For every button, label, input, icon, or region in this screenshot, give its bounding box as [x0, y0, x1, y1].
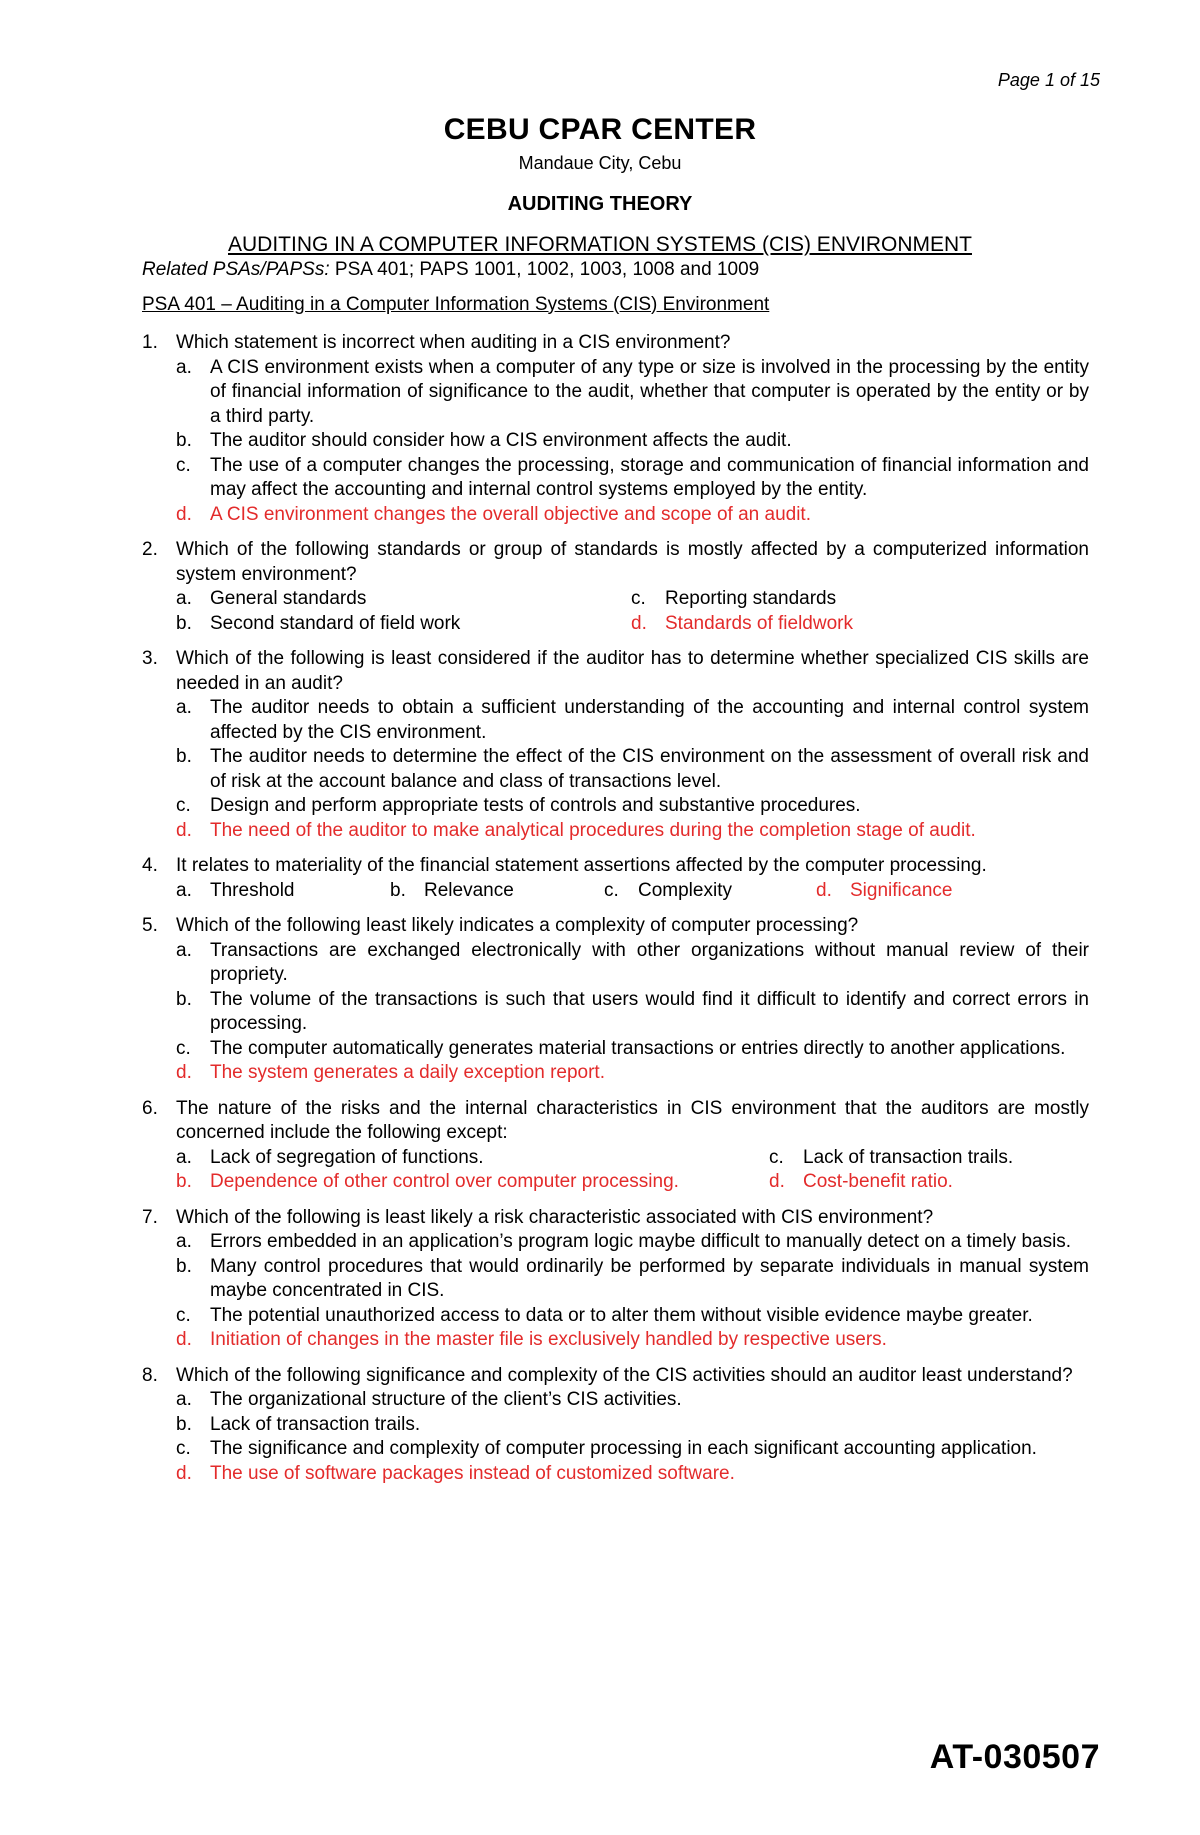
option-a — [176, 1230, 1089, 1255]
option-text: The volume of the transactions is such that users would find it difficult to identify and correct errors in processing. — [210, 988, 1089, 1034]
question-text: The nature of the risks and the internal characteristics in CIS environment that the auditors are mostly concerned include the following except: — [176, 1097, 1089, 1143]
question-5 — [142, 914, 1089, 1086]
option-text: Significance — [850, 879, 953, 901]
question-number: 2. — [142, 539, 158, 560]
option-text: Complexity — [638, 879, 732, 901]
option-b — [390, 879, 604, 904]
related-label: Related PSAs/PAPSs: — [142, 259, 330, 280]
options-list — [176, 1230, 1089, 1353]
option-letter: d. — [176, 1329, 192, 1350]
option-text: A CIS environment exists when a computer of any type or size is involved in the processing by the entity of financial information of significance to the audit, whether that computer is operated by the entity or by a third party. — [210, 356, 1089, 427]
question-7 — [142, 1206, 1089, 1353]
question-number: 5. — [142, 915, 158, 936]
option-text: Transactions are exchanged electronically with other organizations without manual review of their propriety. — [210, 939, 1089, 985]
option-letter: c. — [176, 795, 191, 816]
option-text: Cost-benefit ratio. — [803, 1171, 953, 1192]
option-c — [176, 794, 1089, 819]
question-1 — [142, 331, 1089, 527]
option-text: A CIS environment changes the overall objective and scope of an audit. — [210, 503, 811, 525]
option-text: The system generates a daily exception report. — [210, 1062, 605, 1083]
option-letter: b. — [176, 612, 192, 634]
option-d-correct-answer — [631, 612, 1089, 637]
option-b — [176, 612, 631, 637]
question-number: 6. — [142, 1097, 158, 1119]
options-grid — [176, 1146, 1089, 1195]
option-text: The use of a computer changes the processing, storage and communication of financial information and may affect the accounting and internal control systems employed by the entity. — [210, 454, 1089, 500]
option-d-correct-answer — [816, 879, 1089, 904]
option-text: Standards of fieldwork — [665, 612, 853, 634]
document-header — [0, 112, 1200, 258]
options-grid — [176, 879, 1089, 904]
option-d-correct-answer — [176, 503, 1089, 528]
document-body — [142, 258, 1089, 1486]
option-letter: d. — [176, 1462, 192, 1484]
option-letter: c. — [604, 879, 619, 901]
option-d-correct-answer — [176, 1328, 1089, 1353]
question-number: 3. — [142, 648, 158, 669]
option-text: Many control procedures that would ordinarily be performed by separate individuals in manual system maybe concentrated in CIS. — [210, 1255, 1089, 1301]
topic-title: AUDITING IN A COMPUTER INFORMATION SYSTEMS (CIS) ENVIRONMENT — [228, 233, 972, 256]
option-b — [176, 1255, 1089, 1304]
option-text: The computer automatically generates material transactions or entries directly to another applications. — [210, 1037, 1066, 1059]
option-letter: a. — [176, 588, 192, 609]
question-8 — [142, 1364, 1089, 1487]
option-letter: b. — [176, 746, 192, 767]
option-text: Initiation of changes in the master file is exclusively handled by respective users. — [210, 1329, 887, 1350]
option-a — [176, 696, 1089, 745]
page-number: Page 1 of 15 — [997, 70, 1100, 90]
question-3 — [142, 647, 1089, 843]
option-text: Lack of transaction trails. — [803, 1146, 1014, 1168]
option-a — [176, 1146, 769, 1171]
option-text: The potential unauthorized access to data or to alter them without visible evidence maybe greater. — [210, 1304, 1033, 1326]
option-text: The auditor should consider how a CIS environment affects the audit. — [210, 430, 792, 451]
option-b — [176, 988, 1089, 1037]
option-text: Dependence of other control over computer processing. — [210, 1171, 679, 1192]
subject-title: AUDITING THEORY — [507, 193, 693, 215]
options-list — [176, 1388, 1089, 1486]
question-text: Which of the following is least likely a risk characteristic associated with CIS environment? — [176, 1206, 934, 1228]
question-text: It relates to materiality of the financial statement assertions affected by the computer processing. — [176, 855, 987, 876]
options-list — [176, 356, 1089, 528]
option-text: The need of the auditor to make analytical procedures during the completion stage of audit. — [210, 819, 976, 841]
option-letter: a. — [176, 879, 192, 901]
option-c — [176, 1437, 1089, 1462]
option-text: Lack of transaction trails. — [210, 1413, 421, 1435]
option-letter: c. — [769, 1146, 784, 1168]
option-text: The auditor needs to obtain a sufficient understanding of the accounting and internal control system affected by the CIS environment. — [210, 697, 1089, 743]
option-letter: a. — [176, 356, 192, 378]
center-location: Mandaue City, Cebu — [518, 153, 682, 173]
options-list — [176, 939, 1089, 1086]
option-letter: b. — [176, 1171, 192, 1192]
option-letter: b. — [176, 1413, 192, 1435]
option-d-correct-answer — [176, 1061, 1089, 1086]
option-letter: d. — [631, 612, 647, 634]
option-a — [176, 879, 390, 904]
option-text: Lack of segregation of functions. — [210, 1146, 484, 1168]
option-d-correct-answer — [176, 1462, 1089, 1487]
options-list — [176, 696, 1089, 843]
document-code: AT-030507 — [929, 1738, 1100, 1776]
option-text: Threshold — [210, 879, 295, 901]
option-c — [631, 587, 1089, 612]
option-letter: d. — [176, 819, 192, 841]
option-letter: a. — [176, 1146, 192, 1168]
center-name: CEBU CPAR CENTER — [443, 113, 757, 146]
option-letter: a. — [176, 939, 192, 961]
option-b — [176, 429, 1089, 454]
option-text: The organizational structure of the client’s CIS activities. — [210, 1389, 682, 1410]
question-4 — [142, 854, 1089, 903]
option-b — [176, 745, 1089, 794]
option-text: The significance and complexity of computer processing in each significant accounting application. — [210, 1438, 1037, 1459]
option-a — [176, 1388, 1089, 1413]
question-text: Which of the following least likely indicates a complexity of computer processing? — [176, 915, 859, 936]
option-a — [176, 939, 1089, 988]
question-number: 1. — [142, 332, 158, 353]
option-c — [604, 879, 816, 904]
question-text: Which statement is incorrect when auditing in a CIS environment? — [176, 332, 731, 353]
option-letter: d. — [176, 503, 192, 525]
option-text: The auditor needs to determine the effect of the CIS environment on the assessment of overall risk and of risk at the account balance and class of transactions level. — [210, 746, 1089, 792]
option-letter: c. — [631, 588, 646, 609]
option-d-correct-answer — [176, 819, 1089, 844]
option-letter: b. — [390, 879, 406, 901]
option-c — [176, 454, 1089, 503]
option-letter: c. — [176, 454, 191, 476]
option-letter: c. — [176, 1438, 191, 1459]
option-a — [176, 356, 1089, 430]
option-letter: b. — [176, 1255, 192, 1277]
option-d-correct-answer — [769, 1170, 1089, 1195]
psa-heading: PSA 401 – Auditing in a Computer Information Systems (CIS) Environment — [142, 293, 770, 315]
question-number: 4. — [142, 855, 158, 876]
option-b-correct-answer — [176, 1170, 769, 1195]
related-standards — [142, 258, 1089, 283]
option-c — [176, 1037, 1089, 1062]
option-text: Design and perform appropriate tests of controls and substantive procedures. — [210, 795, 861, 816]
option-letter: b. — [176, 430, 192, 451]
option-letter: a. — [176, 1389, 192, 1410]
option-letter: d. — [176, 1062, 192, 1083]
option-letter: d. — [816, 879, 832, 901]
question-text: Which of the following standards or group of standards is mostly affected by a computerized information system environment? — [176, 539, 1089, 585]
option-text: Reporting standards — [665, 588, 837, 609]
option-letter: c. — [176, 1037, 191, 1059]
option-letter: d. — [769, 1171, 785, 1192]
option-c — [769, 1146, 1089, 1171]
option-text: Errors embedded in an application’s program logic maybe difficult to manually detect on a timely basis. — [210, 1231, 1072, 1252]
option-text: Second standard of field work — [210, 612, 461, 634]
option-text: Relevance — [424, 879, 514, 901]
option-text: The use of software packages instead of customized software. — [210, 1462, 735, 1484]
question-text: Which of the following significance and complexity of the CIS activities should an auditor least understand? — [176, 1364, 1073, 1386]
related-value: PSA 401; PAPS 1001, 1002, 1003, 1008 and 1009 — [329, 259, 760, 280]
question-2 — [142, 538, 1089, 636]
option-letter: a. — [176, 1231, 192, 1252]
question-number: 7. — [142, 1206, 158, 1228]
option-letter: a. — [176, 697, 192, 718]
option-letter: b. — [176, 988, 192, 1010]
options-grid — [176, 587, 1089, 636]
option-text: General standards — [210, 588, 367, 609]
question-text: Which of the following is least considered if the auditor has to determine whether specialized CIS skills are needed in an audit? — [176, 648, 1089, 694]
question-6 — [142, 1097, 1089, 1195]
option-a — [176, 587, 631, 612]
option-c — [176, 1304, 1089, 1329]
option-b — [176, 1413, 1089, 1438]
question-number: 8. — [142, 1364, 158, 1386]
option-letter: c. — [176, 1304, 191, 1326]
